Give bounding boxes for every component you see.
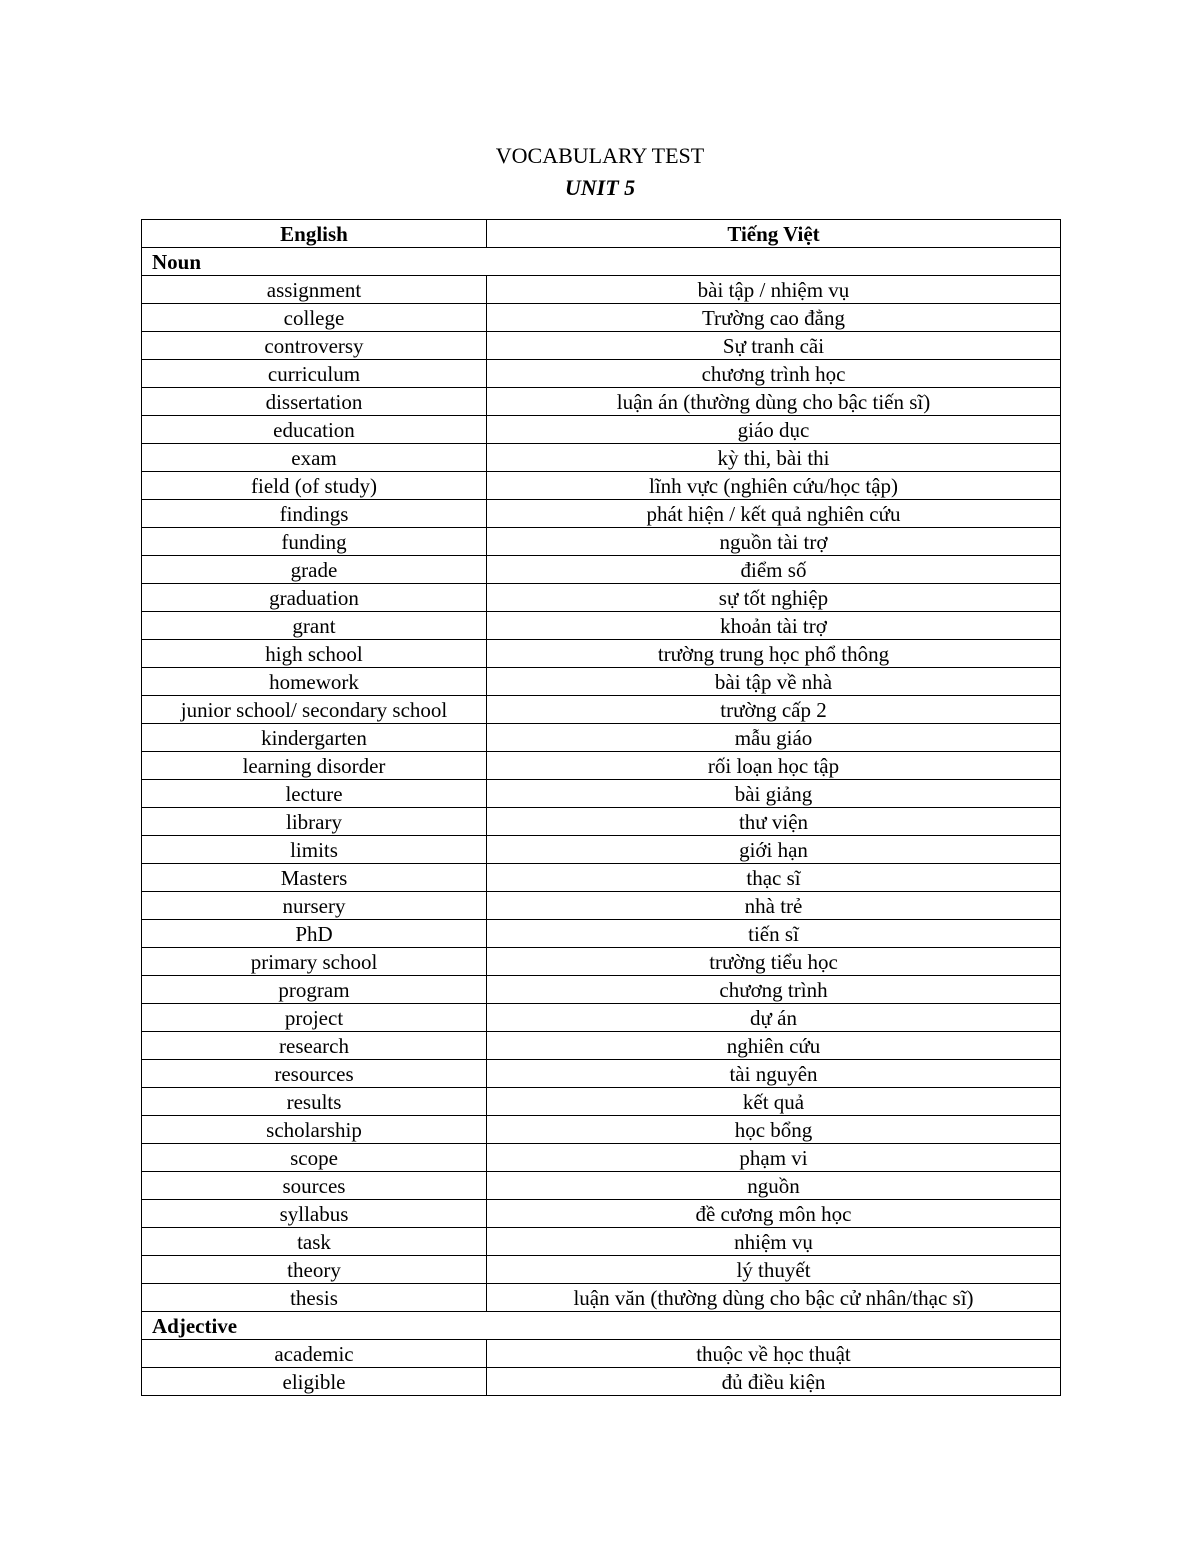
table-row bbox=[142, 892, 1061, 920]
table-row bbox=[142, 304, 1061, 332]
table-row bbox=[142, 1228, 1061, 1256]
vietnamese-term: Trường cao đẳng bbox=[487, 304, 1061, 332]
english-term: resources bbox=[142, 1060, 487, 1088]
table-row bbox=[142, 780, 1061, 808]
english-term: curriculum bbox=[142, 360, 487, 388]
english-term: exam bbox=[142, 444, 487, 472]
column-header-english: English bbox=[142, 220, 487, 248]
vietnamese-term: giới hạn bbox=[487, 836, 1061, 864]
table-row bbox=[142, 1116, 1061, 1144]
english-term: research bbox=[142, 1032, 487, 1060]
table-header-row bbox=[142, 220, 1061, 248]
vietnamese-term: kết quả bbox=[487, 1088, 1061, 1116]
english-term: field (of study) bbox=[142, 472, 487, 500]
table-row bbox=[142, 1032, 1061, 1060]
english-term: dissertation bbox=[142, 388, 487, 416]
table-row bbox=[142, 612, 1061, 640]
table-row bbox=[142, 724, 1061, 752]
vietnamese-term: tiến sĩ bbox=[487, 920, 1061, 948]
table-row bbox=[142, 1144, 1061, 1172]
english-term: project bbox=[142, 1004, 487, 1032]
vietnamese-term: bài tập / nhiệm vụ bbox=[487, 276, 1061, 304]
vietnamese-term: trường cấp 2 bbox=[487, 696, 1061, 724]
table-row bbox=[142, 808, 1061, 836]
english-term: junior school/ secondary school bbox=[142, 696, 487, 724]
table-row bbox=[142, 1088, 1061, 1116]
section-label: Noun bbox=[142, 248, 1061, 276]
english-term: Masters bbox=[142, 864, 487, 892]
english-term: kindergarten bbox=[142, 724, 487, 752]
english-term: theory bbox=[142, 1256, 487, 1284]
vietnamese-term: nguồn tài trợ bbox=[487, 528, 1061, 556]
english-term: learning disorder bbox=[142, 752, 487, 780]
vietnamese-term: thuộc về học thuật bbox=[487, 1340, 1061, 1368]
english-term: findings bbox=[142, 500, 487, 528]
table-row bbox=[142, 1340, 1061, 1368]
vietnamese-term: học bổng bbox=[487, 1116, 1061, 1144]
english-term: grant bbox=[142, 612, 487, 640]
vietnamese-term: chương trình học bbox=[487, 360, 1061, 388]
table-row bbox=[142, 836, 1061, 864]
vietnamese-term: rối loạn học tập bbox=[487, 752, 1061, 780]
vocabulary-table bbox=[141, 219, 1061, 1396]
english-term: college bbox=[142, 304, 487, 332]
english-term: homework bbox=[142, 668, 487, 696]
table-row bbox=[142, 360, 1061, 388]
table-row bbox=[142, 668, 1061, 696]
vietnamese-term: Sự tranh cãi bbox=[487, 332, 1061, 360]
table-row bbox=[142, 1200, 1061, 1228]
section-row bbox=[142, 248, 1061, 276]
vietnamese-term: thư viện bbox=[487, 808, 1061, 836]
english-term: nursery bbox=[142, 892, 487, 920]
english-term: eligible bbox=[142, 1368, 487, 1396]
table-row bbox=[142, 500, 1061, 528]
section-label: Adjective bbox=[142, 1312, 1061, 1340]
table-row bbox=[142, 444, 1061, 472]
english-term: scholarship bbox=[142, 1116, 487, 1144]
vietnamese-term: nhà trẻ bbox=[487, 892, 1061, 920]
english-term: funding bbox=[142, 528, 487, 556]
english-term: results bbox=[142, 1088, 487, 1116]
column-header-vietnamese: Tiếng Việt bbox=[487, 220, 1061, 248]
table-row bbox=[142, 1368, 1061, 1396]
table-row bbox=[142, 976, 1061, 1004]
english-term: education bbox=[142, 416, 487, 444]
table-row bbox=[142, 388, 1061, 416]
english-term: PhD bbox=[142, 920, 487, 948]
table-row bbox=[142, 416, 1061, 444]
english-term: high school bbox=[142, 640, 487, 668]
vietnamese-term: lý thuyết bbox=[487, 1256, 1061, 1284]
table-row bbox=[142, 556, 1061, 584]
english-term: syllabus bbox=[142, 1200, 487, 1228]
english-term: limits bbox=[142, 836, 487, 864]
vietnamese-term: tài nguyên bbox=[487, 1060, 1061, 1088]
english-term: task bbox=[142, 1228, 487, 1256]
vietnamese-term: lĩnh vực (nghiên cứu/học tập) bbox=[487, 472, 1061, 500]
table-row bbox=[142, 948, 1061, 976]
english-term: sources bbox=[142, 1172, 487, 1200]
english-term: primary school bbox=[142, 948, 487, 976]
vietnamese-term: dự án bbox=[487, 1004, 1061, 1032]
vietnamese-term: sự tốt nghiệp bbox=[487, 584, 1061, 612]
vietnamese-term: nguồn bbox=[487, 1172, 1061, 1200]
english-term: lecture bbox=[142, 780, 487, 808]
document-title: VOCABULARY TEST bbox=[495, 143, 705, 168]
english-term: controversy bbox=[142, 332, 487, 360]
vietnamese-term: phát hiện / kết quả nghiên cứu bbox=[487, 500, 1061, 528]
vietnamese-term: chương trình bbox=[487, 976, 1061, 1004]
table-row bbox=[142, 1172, 1061, 1200]
section-row bbox=[142, 1312, 1061, 1340]
table-row bbox=[142, 640, 1061, 668]
vietnamese-term: mẫu giáo bbox=[487, 724, 1061, 752]
vietnamese-term: trường tiểu học bbox=[487, 948, 1061, 976]
vietnamese-term: giáo dục bbox=[487, 416, 1061, 444]
table-row bbox=[142, 1256, 1061, 1284]
english-term: program bbox=[142, 976, 487, 1004]
vietnamese-term: bài tập về nhà bbox=[487, 668, 1061, 696]
vietnamese-term: thạc sĩ bbox=[487, 864, 1061, 892]
vietnamese-term: luận văn (thường dùng cho bậc cử nhân/thạc sĩ) bbox=[487, 1284, 1061, 1312]
document-subtitle: UNIT 5 bbox=[564, 175, 636, 200]
english-term: library bbox=[142, 808, 487, 836]
table-row bbox=[142, 528, 1061, 556]
vietnamese-term: khoản tài trợ bbox=[487, 612, 1061, 640]
vietnamese-term: luận án (thường dùng cho bậc tiến sĩ) bbox=[487, 388, 1061, 416]
vietnamese-term: trường trung học phổ thông bbox=[487, 640, 1061, 668]
table-row bbox=[142, 920, 1061, 948]
english-term: scope bbox=[142, 1144, 487, 1172]
table-row bbox=[142, 752, 1061, 780]
vietnamese-term: đủ điều kiện bbox=[487, 1368, 1061, 1396]
table-row bbox=[142, 1060, 1061, 1088]
vietnamese-term: điểm số bbox=[487, 556, 1061, 584]
english-term: assignment bbox=[142, 276, 487, 304]
table-row bbox=[142, 1004, 1061, 1032]
table-row bbox=[142, 472, 1061, 500]
vocabulary-table-body bbox=[142, 248, 1061, 1396]
english-term: graduation bbox=[142, 584, 487, 612]
vietnamese-term: bài giảng bbox=[487, 780, 1061, 808]
vietnamese-term: kỳ thi, bài thi bbox=[487, 444, 1061, 472]
vietnamese-term: phạm vi bbox=[487, 1144, 1061, 1172]
vietnamese-term: nghiên cứu bbox=[487, 1032, 1061, 1060]
table-row bbox=[142, 696, 1061, 724]
table-row bbox=[142, 332, 1061, 360]
table-row bbox=[142, 1284, 1061, 1312]
english-term: academic bbox=[142, 1340, 487, 1368]
table-row bbox=[142, 276, 1061, 304]
english-term: thesis bbox=[142, 1284, 487, 1312]
vietnamese-term: đề cương môn học bbox=[487, 1200, 1061, 1228]
english-term: grade bbox=[142, 556, 487, 584]
table-row bbox=[142, 584, 1061, 612]
vietnamese-term: nhiệm vụ bbox=[487, 1228, 1061, 1256]
table-row bbox=[142, 864, 1061, 892]
